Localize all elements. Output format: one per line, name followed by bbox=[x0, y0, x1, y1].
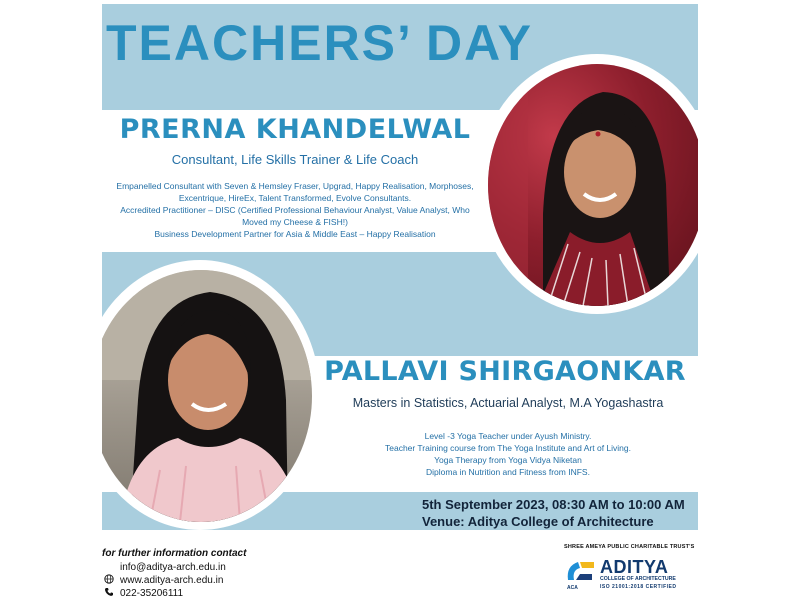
contact-website[interactable]: www.aditya-arch.edu.in bbox=[120, 574, 224, 586]
speaker1-bio-line: Business Development Partner for Asia & Middle East – Happy Realisation bbox=[154, 229, 436, 239]
contact-email-row bbox=[102, 561, 226, 573]
contact-email[interactable]: info@aditya-arch.edu.in bbox=[120, 561, 226, 573]
speaker1-bio-line: Excentrique, HireEx, Talent Transformed, Evolve Consultants. bbox=[178, 193, 412, 203]
phone-icon bbox=[102, 587, 116, 599]
logo-name: ADITYA bbox=[600, 557, 669, 577]
speaker2-bio-line: Diploma in Nutrition and Fitness from INFS. bbox=[426, 467, 590, 477]
speaker1-role: Consultant, Life Skills Trainer & Life Coach bbox=[171, 152, 419, 167]
logo-iso: ISO 21001:2018 CERTIFIED bbox=[600, 584, 677, 590]
contact-phone[interactable]: 022-35206111 bbox=[120, 587, 184, 599]
speaker1-bio-line: Moved my Cheese & FISH!) bbox=[242, 217, 348, 227]
speaker1-name: PRERNA KHANDELWAL bbox=[119, 114, 471, 145]
event-date-time: 5th September 2023, 08:30 AM to 10:00 AM bbox=[422, 497, 685, 512]
logo-subtitle: COLLEGE OF ARCHITECTURE bbox=[600, 576, 676, 582]
contact-heading: for further information contact bbox=[102, 548, 247, 559]
speaker2-bio bbox=[338, 430, 678, 478]
globe-icon bbox=[102, 574, 116, 586]
poster bbox=[102, 0, 698, 600]
speaker2-bio-line: Level -3 Yoga Teacher under Ayush Ministry. bbox=[424, 431, 592, 441]
speaker2-role: Masters in Statistics, Actuarial Analyst, M.A Yogashastra bbox=[352, 396, 664, 410]
logo-mark-icon bbox=[564, 556, 596, 586]
email-spacer bbox=[102, 561, 116, 573]
logo-trust-name: SHREE AMEYA PUBLIC CHARITABLE TRUST'S bbox=[564, 544, 695, 550]
contact-website-row bbox=[102, 574, 223, 586]
event-venue: Venue: Aditya College of Architecture bbox=[422, 514, 654, 529]
speaker1-bio bbox=[102, 180, 488, 240]
speaker2-name: PALLAVI SHIRGAONKAR bbox=[324, 356, 686, 387]
speaker1-portrait bbox=[488, 64, 698, 306]
speaker1-bio-line: Empanelled Consultant with Seven & Hemsley Fraser, Upgrad, Happy Realisation, Morphoses, bbox=[116, 181, 474, 191]
logo-mark-text: ACA bbox=[567, 585, 578, 591]
speaker1-bio-line: Accredited Practitioner – DISC (Certified Professional Behaviour Analyst, Value Analyst, Who bbox=[120, 205, 470, 215]
college-logo bbox=[564, 556, 694, 592]
poster-title: TEACHERS’ DAY bbox=[106, 15, 534, 71]
speaker2-bio-line: Teacher Training course from The Yoga Institute and Art of Living. bbox=[384, 443, 632, 453]
speaker2-bio-line: Yoga Therapy from Yoga Vidya Niketan bbox=[434, 455, 582, 465]
speaker1-photo bbox=[488, 64, 698, 306]
contact-phone-row bbox=[102, 587, 183, 599]
